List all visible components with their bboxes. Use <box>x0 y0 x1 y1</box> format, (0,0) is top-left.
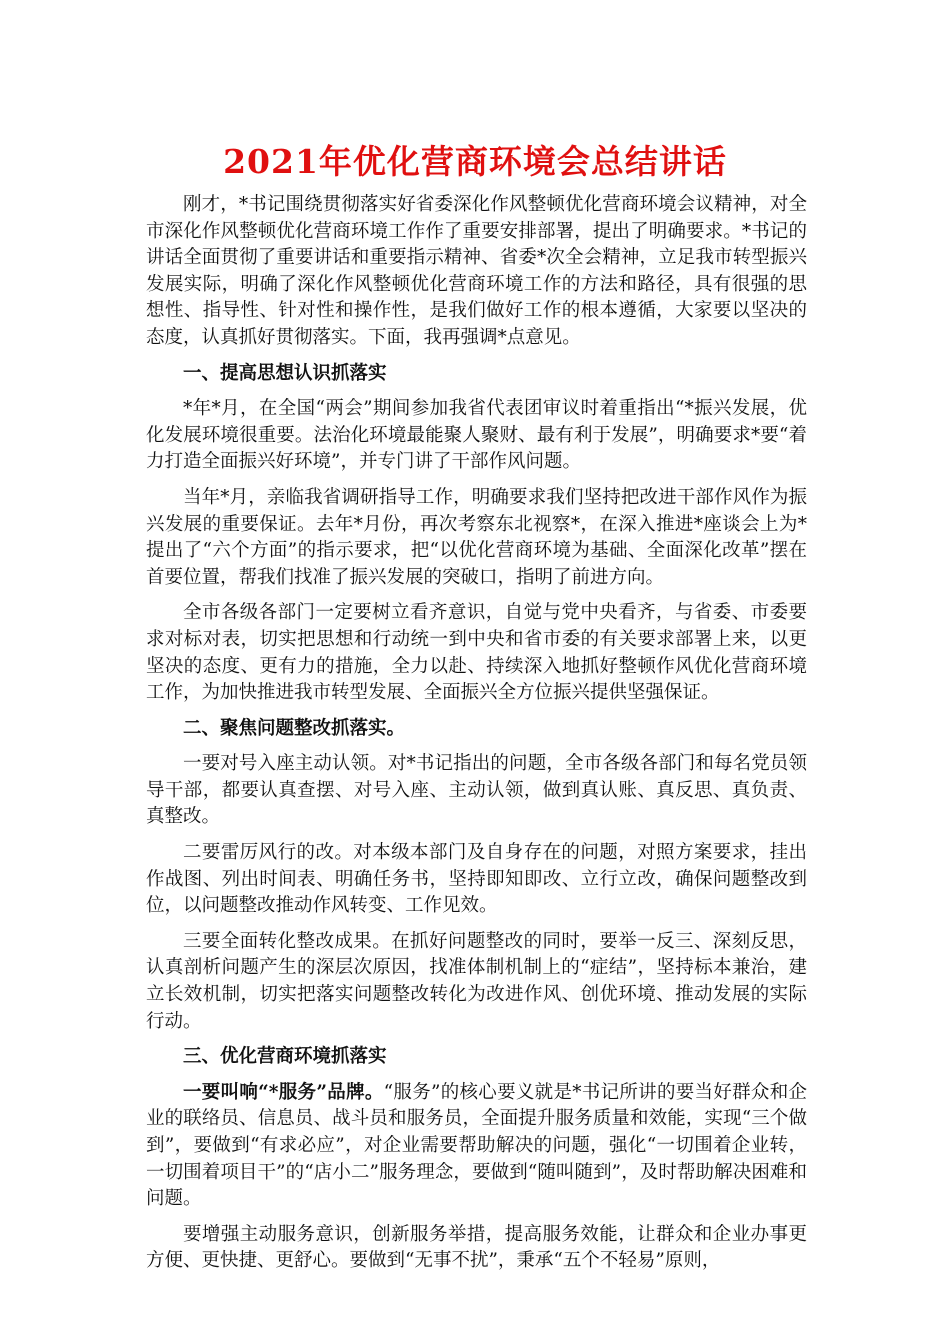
section-3-paragraph-1-lead: 一要叫响“*服务”品牌。 <box>183 1081 384 1103</box>
section-3-heading: 三、优化营商环境抓落实 <box>183 1046 387 1068</box>
section-3-paragraph-2: 要增强主动服务意识，创新服务举措，提高服务效能，让群众和企业办事更方便、更快捷、更舒心。要做到“无事不扰”，秉承“五个不轻易”原则， <box>146 1223 807 1272</box>
section-2-paragraph-1: 一要对号入座主动认领。对*书记指出的问题，全市各级各部门和每名党员领导干部，都要认真查摆、对号入座、主动认领，做到真认账、真反思、真负责、真整改。 <box>146 753 807 828</box>
section-2-paragraph-3: 三要全面转化整改成果。在抓好问题整改的同时，要举一反三、深刻反思，认真剖析问题产生的深层次原因，找准体制机制上的“症结”，坚持标本兼治，建立长效机制，切实把落实问题整改转化为改进作风、创优环境、推动发展的实际行动。 <box>146 930 807 1032</box>
section-1-paragraph-1: *年*月，在全国“两会”期间参加我省代表团审议时着重指出“*振兴发展，优化发展环境很重要。法治化环境最能聚人聚财、最有利于发展”，明确要求*要“着力打造全面振兴好环境”，并专门讲了干部作风问题。 <box>146 398 807 473</box>
section-1-paragraph-3: 全市各级各部门一定要树立看齐意识，自觉与党中央看齐，与省委、市委要求对标对表，切实把思想和行动统一到中央和省市委的有关要求部署上来，以更坚决的态度、更有力的措施，全力以赴、持续深入地抓好整顿作风优化营商环境工作，为加快推进我市转型发展、全面振兴全方位振兴提供坚强保证。 <box>146 602 807 704</box>
document-body <box>146 192 807 1284</box>
section-2-heading: 二、聚焦问题整改抓落实。 <box>183 717 406 739</box>
section-1-paragraph-2: 当年*月，亲临我省调研指导工作，明确要求我们坚持把改进干部作风作为振兴发展的重要保证。去年*月份，再次考察东北视察*，在深入推进*座谈会上为*提出了“六个方面”的指示要求，把“以优化营商环境为基础、全面深化改革”摆在首要位置，帮我们找准了振兴发展的突破口，指明了前进方向。 <box>146 486 807 588</box>
section-2-paragraph-2: 二要雷厉风行的改。对本级本部门及自身存在的问题，对照方案要求，挂出作战图、列出时间表、明确任务书，坚持即知即改、立行立改，确保问题整改到位，以问题整改推动作风转变、工作见效。 <box>146 842 807 917</box>
intro-paragraph: 刚才，*书记围绕贯彻落实好省委深化作风整顿优化营商环境会议精神，对全市深化作风整顿优化营商环境工作作了重要安排部署，提出了明确要求。*书记的讲话全面贯彻了重要讲话和重要指示精神、省委*次全会精神，立足我市转型振兴发展实际，明确了深化作风整顿优化营商环境工作的方法和路径，具有很强的思想性、指导性、针对性和操作性，是我们做好工作的根本遵循，大家要以坚决的态度，认真抓好贯彻落实。下面，我再强调*点意见。 <box>146 194 807 348</box>
section-1-heading: 一、提高思想认识抓落实 <box>183 362 387 384</box>
section-3-paragraph-1 <box>146 1080 807 1213</box>
section-3-paragraph-1-text: “服务”的核心要义就是*书记所讲的要当好群众和企业的联络员、信息员、战斗员和服务员，全面提升服务质量和效能，实现“三个做到”，要做到“有求必应”，对企业需要帮助解决的问题，强化“一切围着企业转，一切围着项目干”的“店小二”服务理念，要做到“随叫随到”，及时帮助解决困难和问题。 <box>146 1081 807 1210</box>
document-title: 2021年优化营商环境会总结讲话 <box>223 142 727 181</box>
